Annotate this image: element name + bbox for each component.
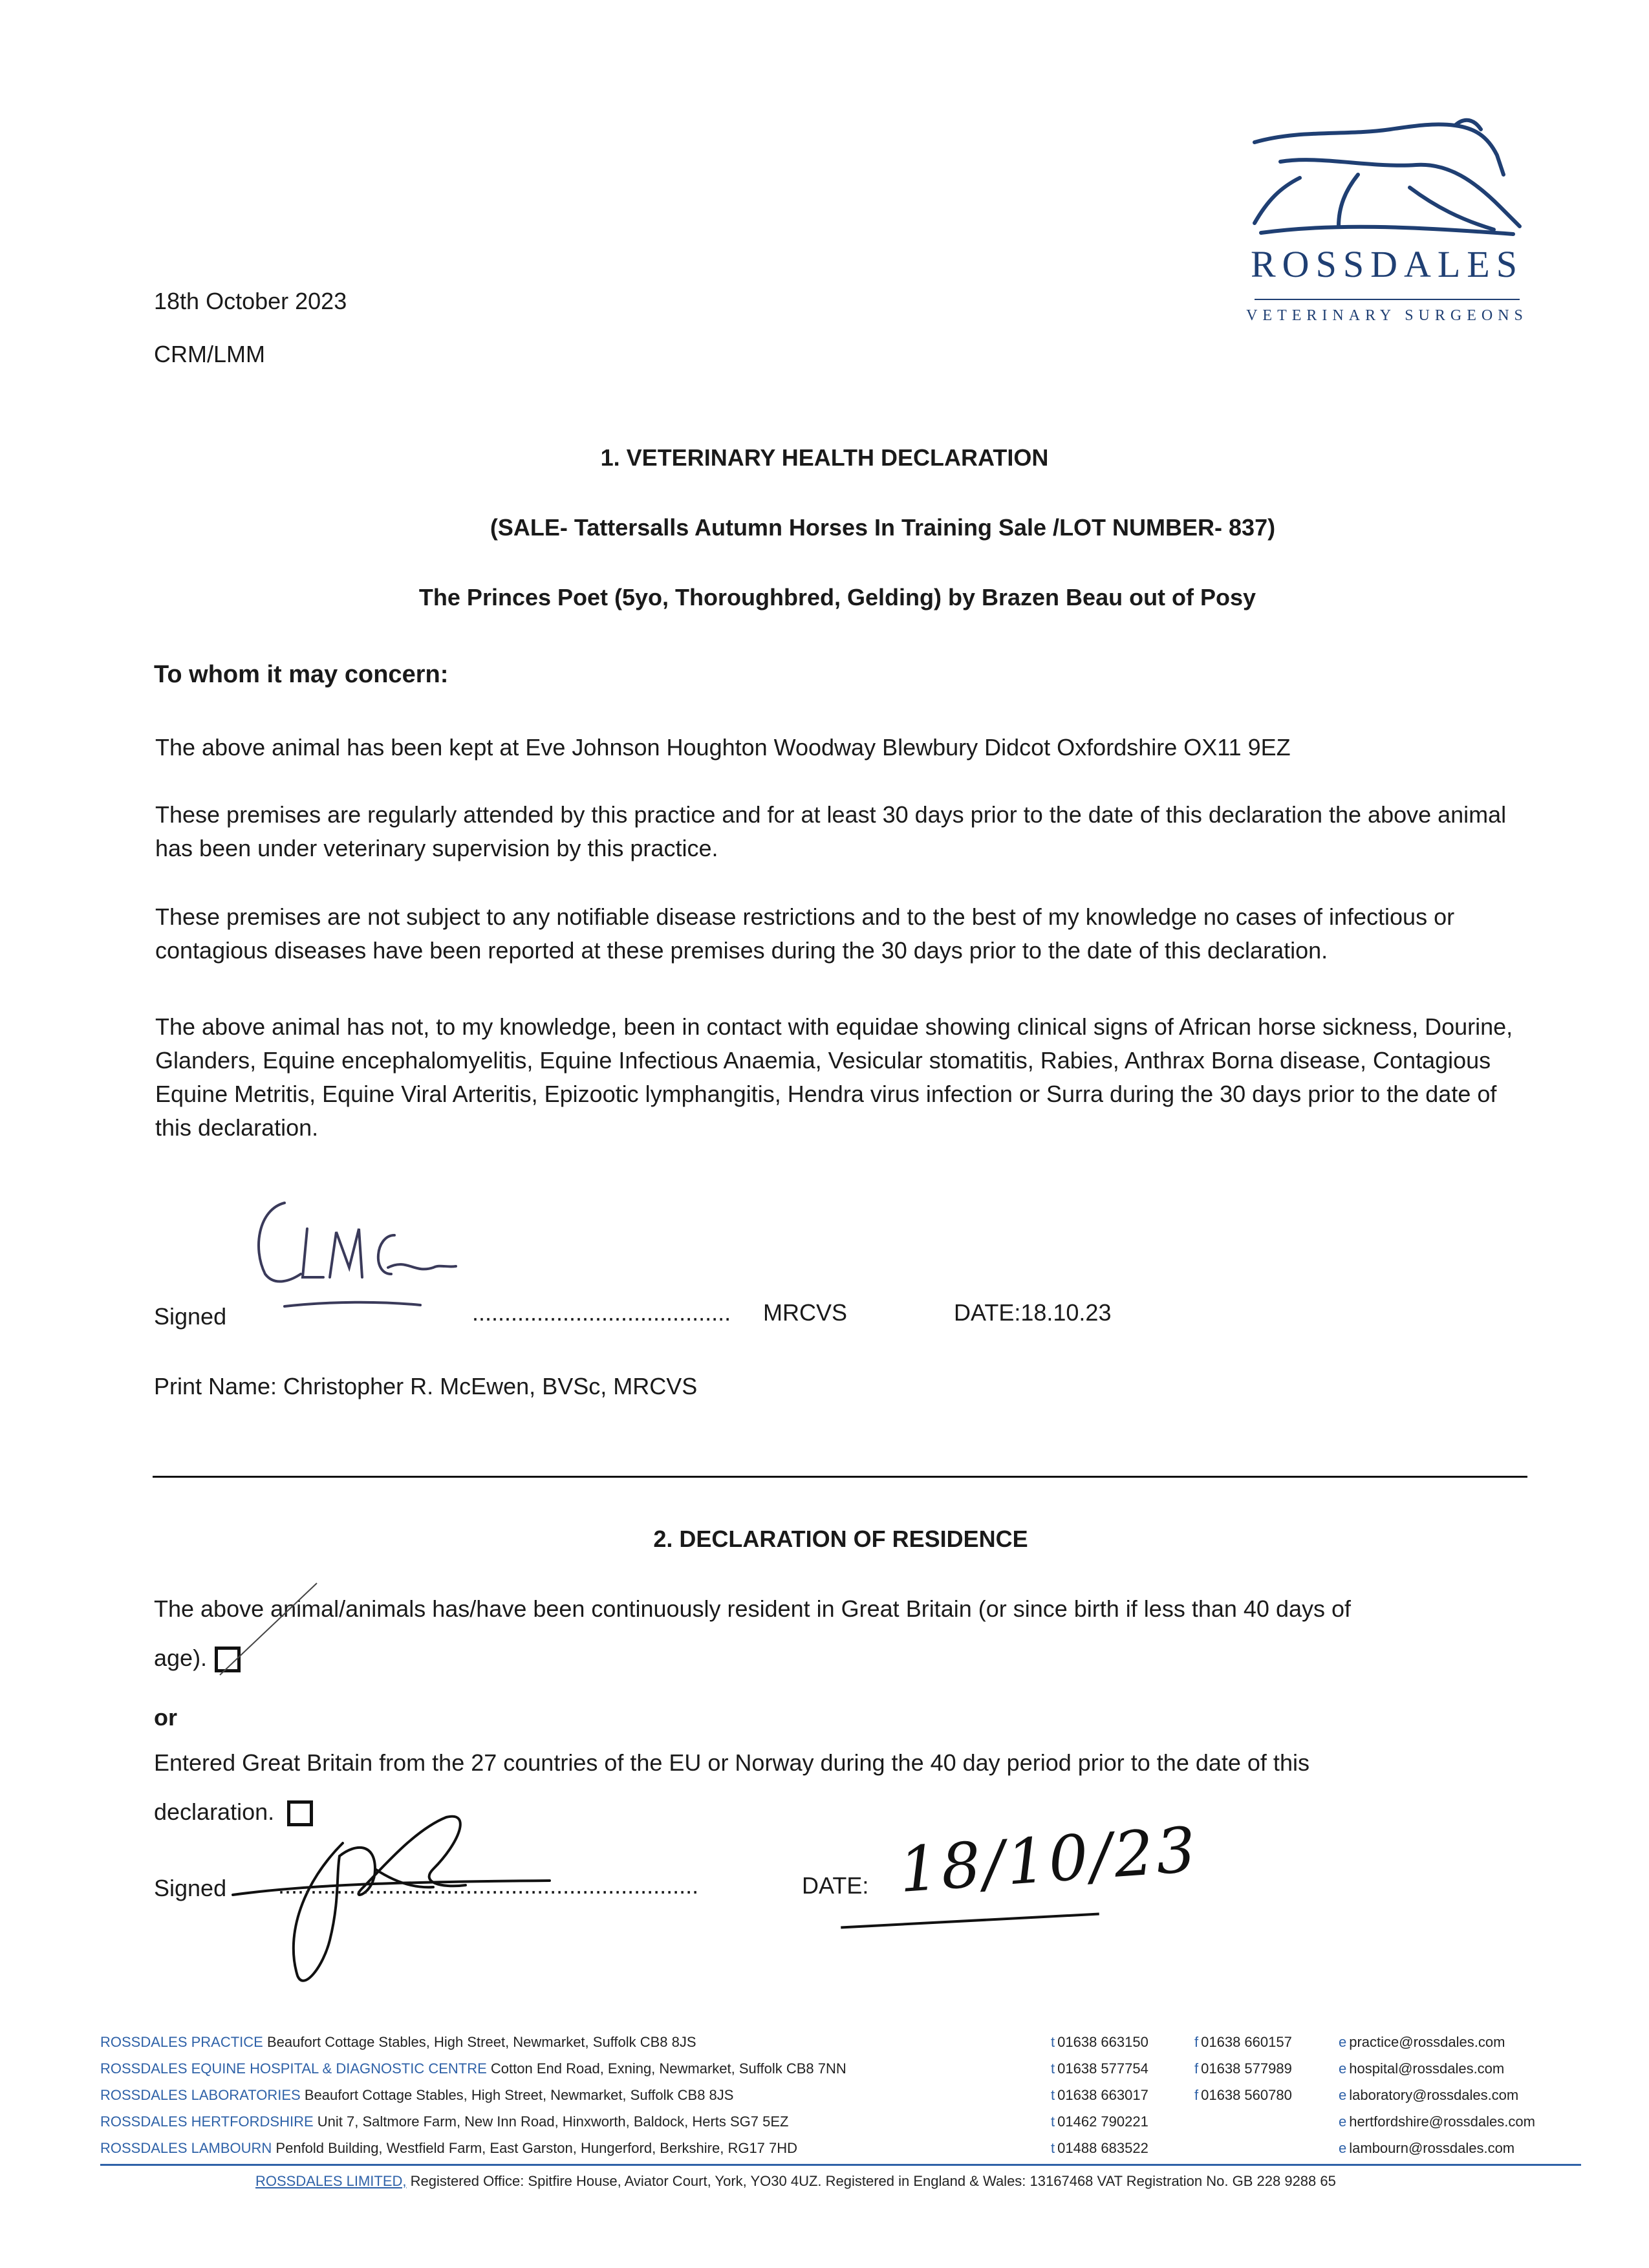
footer-office-email: [1339, 2060, 1504, 2077]
signature-line-1: ........................................: [472, 1299, 731, 1326]
office-address: Cotton End Road, Exning, Newmarket, Suffolk CB8 7NN: [490, 2060, 846, 2077]
office-address: Beaufort Cottage Stables, High Street, Newmarket, Suffolk CB8 8JS: [304, 2087, 734, 2103]
strike-mark: [207, 1578, 323, 1681]
residence-option1-line1: The above animal/animals has/have been continuously resident in Great Britain (or since birth if less than 40 days of: [154, 1595, 1352, 1622]
section2-title: 2. DECLARATION OF RESIDENCE: [653, 1526, 1028, 1552]
office-email[interactable]: practice@rossdales.com: [1349, 2034, 1505, 2050]
section1-date: DATE:18.10.23: [954, 1299, 1112, 1326]
residence-option2-line2: declaration.: [154, 1798, 275, 1825]
footer-office-address: [100, 2060, 846, 2077]
office-phone: 01638 577754: [1057, 2060, 1148, 2077]
office-email[interactable]: hospital@rossdales.com: [1349, 2060, 1505, 2077]
office-phone: 01488 683522: [1057, 2140, 1148, 2156]
fax-prefix: f: [1194, 2060, 1199, 2077]
horse-logo-icon: [1242, 116, 1533, 246]
logo-wordmark: ROSSDALES: [1251, 243, 1524, 285]
fax-prefix: f: [1194, 2087, 1199, 2103]
office-email[interactable]: laboratory@rossdales.com: [1349, 2087, 1519, 2103]
footer-office-fax: [1194, 2034, 1292, 2051]
office-address: Unit 7, Saltmore Farm, New Inn Road, Hinxworth, Baldock, Herts SG7 5EZ: [317, 2113, 789, 2130]
footer: [100, 2034, 1588, 2189]
signed-label-1: Signed: [154, 1303, 227, 1330]
handwritten-date: 18/10/23: [896, 1813, 1201, 1907]
footer-office-fax: [1194, 2060, 1292, 2077]
reference-code: CRM/LMM: [154, 341, 265, 367]
footer-office-email: [1339, 2087, 1518, 2104]
footer-office-email: [1339, 2113, 1535, 2130]
email-prefix: e: [1339, 2060, 1347, 2077]
footer-office-phone: [1051, 2087, 1148, 2104]
signed-label-2: Signed: [154, 1875, 227, 1901]
logo-divider: [1255, 299, 1520, 300]
footer-office-email: [1339, 2034, 1505, 2051]
registered-company-name: ROSSDALES LIMITED,: [255, 2173, 407, 2189]
email-prefix: e: [1339, 2113, 1347, 2130]
paragraph-restrictions: These premises are not subject to any notifiable disease restrictions and to the best of my knowledge no cases of infectious or contagious diseases have been reported at these premises during the 30 days prior to the date of this declaration.: [155, 903, 1455, 964]
section2-date-label: DATE:: [802, 1872, 869, 1899]
office-name: ROSSDALES LABORATORIES: [100, 2087, 301, 2103]
registered-office-text: Registered Office: Spitfire House, Aviator Court, York, YO30 4UZ. Registered in England & Wales: 13167468 VAT Registration No. GB 228 9288 65: [410, 2173, 1336, 2189]
paragraph-supervision: These premises are regularly attended by this practice and for at least 30 days prior to the date of this declaration the above animal has been under veterinary supervision by this practice.: [155, 801, 1507, 861]
paragraph-contact: The above animal has not, to my knowledge, been in contact with equidae showing clinical signs of African horse sickness, Dourine, Glanders, Equine encephalomyelitis, Equine Infectious Anaemia, Vesicular stomatitis, Rabies, Anthrax Borna disease, Contagious Equine Metritis, Equine Viral Arteritis, Epizootic lymphangitis, Hendra virus infection or Surra during the 30 days prior to the date of this declaration.: [155, 1013, 1513, 1141]
residence-option1-line2: age).: [154, 1645, 208, 1671]
office-email[interactable]: hertfordshire@rossdales.com: [1349, 2113, 1535, 2130]
section1-title: 1. VETERINARY HEALTH DECLARATION: [600, 444, 1049, 471]
footer-office-email: [1339, 2140, 1514, 2157]
office-name: ROSSDALES EQUINE HOSPITAL & DIAGNOSTIC CENTRE: [100, 2060, 487, 2077]
mrcvs-label: MRCVS: [763, 1299, 848, 1326]
office-phone: 01638 663017: [1057, 2087, 1148, 2103]
footer-office-address: [100, 2140, 797, 2157]
paragraph-premises: The above animal has been kept at Eve Johnson Houghton Woodway Blewbury Didcot Oxfordshire OX11 9EZ: [155, 734, 1291, 761]
rossdales-logo: [1242, 116, 1533, 336]
fax-prefix: f: [1194, 2034, 1199, 2050]
footer-office-phone: [1051, 2060, 1148, 2077]
office-name: ROSSDALES HERTFORDSHIRE: [100, 2113, 314, 2130]
office-fax: 01638 660157: [1201, 2034, 1292, 2050]
section-divider: [153, 1476, 1527, 1478]
registered-office-line: [255, 2173, 1336, 2190]
footer-rule: [100, 2164, 1581, 2166]
email-prefix: e: [1339, 2140, 1347, 2156]
residence-option2-line1: Entered Great Britain from the 27 countries of the EU or Norway during the 40 day period prior to the date of this: [154, 1749, 1310, 1776]
footer-office-address: [100, 2034, 696, 2051]
footer-office-phone: [1051, 2113, 1148, 2130]
office-address: Penfold Building, Westfield Farm, East Garston, Hungerford, Berkshire, RG17 7HD: [275, 2140, 798, 2156]
office-address: Beaufort Cottage Stables, High Street, Newmarket, Suffolk CB8 8JS: [266, 2034, 696, 2050]
letter-date: 18th October 2023: [154, 288, 347, 314]
office-phone: 01638 663150: [1057, 2034, 1148, 2050]
phone-prefix: t: [1051, 2140, 1055, 2156]
or-label: or: [154, 1704, 177, 1731]
horse-line: The Princes Poet (5yo, Thoroughbred, Gelding) by Brazen Beau out of Posy: [418, 584, 1256, 610]
handwritten-date-underline: [841, 1913, 1099, 1929]
footer-office-address: [100, 2113, 789, 2130]
print-name: Print Name: Christopher R. McEwen, BVSc, MRCVS: [154, 1373, 698, 1399]
phone-prefix: t: [1051, 2087, 1055, 2103]
logo-subtitle: VETERINARY SURGEONS: [1246, 307, 1528, 324]
office-fax: 01638 560780: [1201, 2087, 1292, 2103]
footer-office-phone: [1051, 2140, 1148, 2157]
office-email[interactable]: lambourn@rossdales.com: [1349, 2140, 1515, 2156]
office-phone: 01462 790221: [1057, 2113, 1148, 2130]
footer-office-address: [100, 2087, 733, 2104]
phone-prefix: t: [1051, 2034, 1055, 2050]
email-prefix: e: [1339, 2034, 1347, 2050]
signature-line-2: .................................................................: [278, 1872, 699, 1899]
sale-line: (SALE- Tattersalls Autumn Horses In Training Sale /LOT NUMBER- 837): [490, 514, 1276, 541]
salutation: To whom it may concern:: [154, 661, 449, 688]
email-prefix: e: [1339, 2087, 1347, 2103]
footer-office-phone: [1051, 2034, 1148, 2051]
office-name: ROSSDALES PRACTICE: [100, 2034, 263, 2050]
office-fax: 01638 577989: [1201, 2060, 1292, 2077]
footer-office-fax: [1194, 2087, 1292, 2104]
vet-signature: [239, 1190, 472, 1313]
phone-prefix: t: [1051, 2060, 1055, 2077]
office-name: ROSSDALES LAMBOURN: [100, 2140, 272, 2156]
phone-prefix: t: [1051, 2113, 1055, 2130]
